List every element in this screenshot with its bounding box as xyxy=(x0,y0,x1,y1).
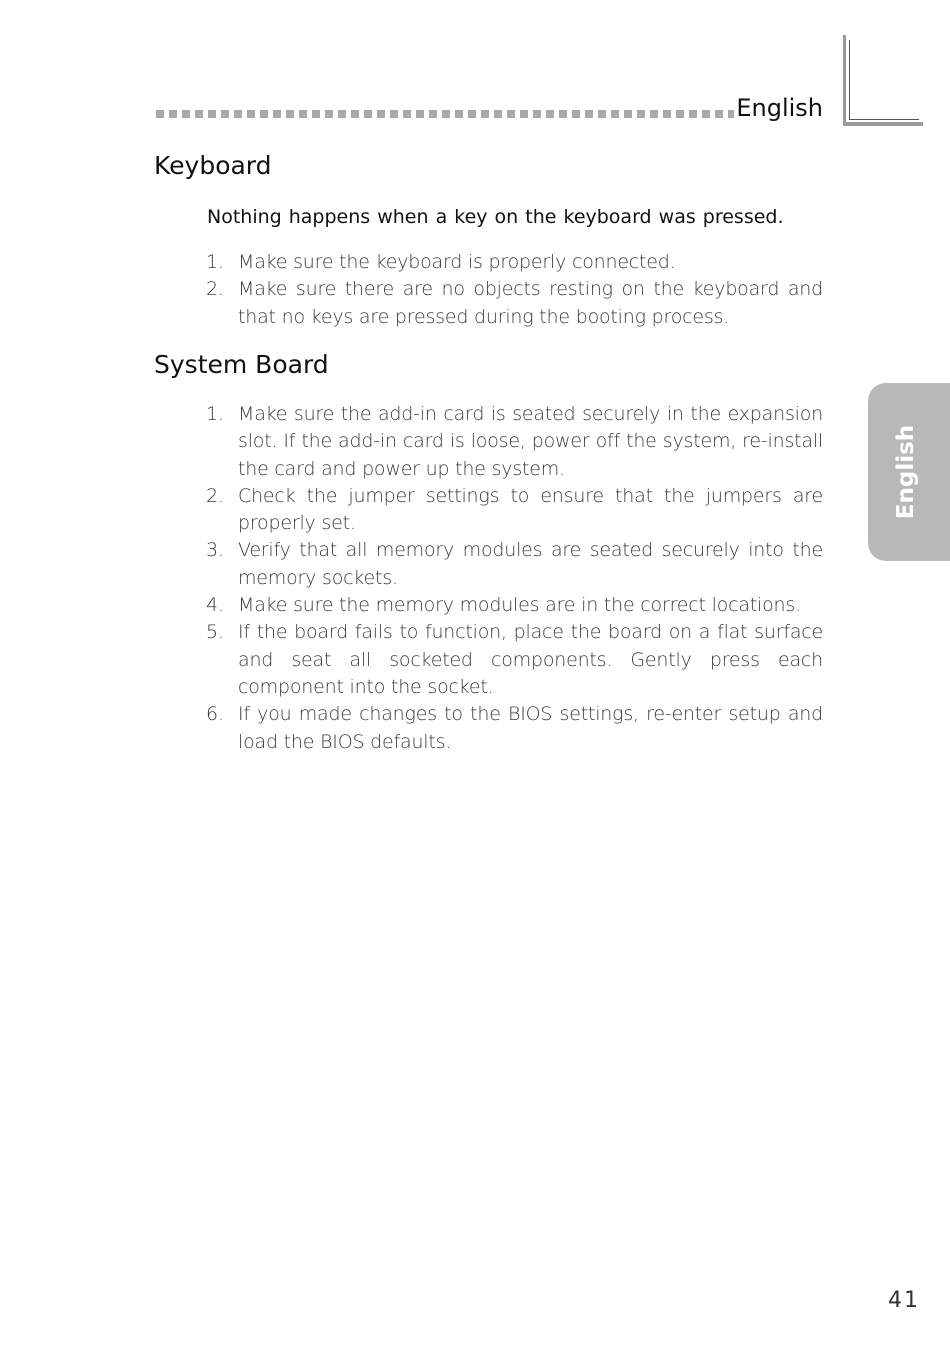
corner-crop-mark-inner xyxy=(849,40,850,120)
header-dotted-rule xyxy=(156,110,734,118)
keyboard-heading: Keyboard xyxy=(154,151,272,180)
list-item-number: 2. xyxy=(206,484,224,507)
header-language-label: English xyxy=(736,94,823,122)
list-item-number: 1. xyxy=(206,403,224,425)
language-side-tab xyxy=(868,383,950,561)
list-item-text: Make sure the keyboard is properly connected. xyxy=(238,251,676,273)
list-item-text: If the board fails to function, place the board on a flat surface and seat all socketed components. Gently press each component into the socket. xyxy=(238,621,823,698)
list-item xyxy=(206,537,823,592)
list-item-number: 5. xyxy=(206,621,224,644)
corner-crop-mark xyxy=(843,35,846,125)
list-item xyxy=(206,276,823,331)
system-board-heading: System Board xyxy=(154,350,329,379)
list-item-text: If you made changes to the BIOS settings, re-enter setup and load the BIOS defaults. xyxy=(238,703,823,753)
list-item-text: Check the jumper settings to ensure that the jumpers are properly set. xyxy=(238,484,823,535)
list-item xyxy=(206,249,823,276)
list-item-text: Make sure the add-in card is seated securely in the expansion slot. If the add-in card is loose, power off the system, re-install the card and power up the system. xyxy=(238,403,823,480)
list-item xyxy=(206,619,823,701)
corner-crop-mark-bottom xyxy=(843,122,923,126)
list-item-number: 3. xyxy=(206,539,224,562)
list-item-number: 2. xyxy=(206,278,224,301)
list-item xyxy=(206,401,823,483)
page-number: 41 xyxy=(888,1288,920,1313)
list-item xyxy=(206,701,823,756)
list-item-number: 1. xyxy=(206,251,224,273)
list-item-text: Verify that all memory modules are seated securely into the memory sockets. xyxy=(238,539,823,589)
keyboard-problem-statement: Nothing happens when a key on the keyboard was pressed. xyxy=(207,206,784,228)
list-item-text: Make sure there are no objects resting on the keyboard and that no keys are pressed during the booting process. xyxy=(238,278,823,328)
list-item-number: 4. xyxy=(206,594,224,617)
corner-crop-mark-bottom-inner xyxy=(849,119,919,120)
side-tab-label: English xyxy=(893,424,919,520)
list-item-number: 6. xyxy=(206,703,224,726)
system-board-steps-list xyxy=(206,401,823,756)
list-item-text: Make sure the memory modules are in the correct locations. xyxy=(238,594,801,617)
list-item xyxy=(206,592,823,619)
list-item xyxy=(206,483,823,538)
keyboard-steps-list xyxy=(206,249,823,331)
